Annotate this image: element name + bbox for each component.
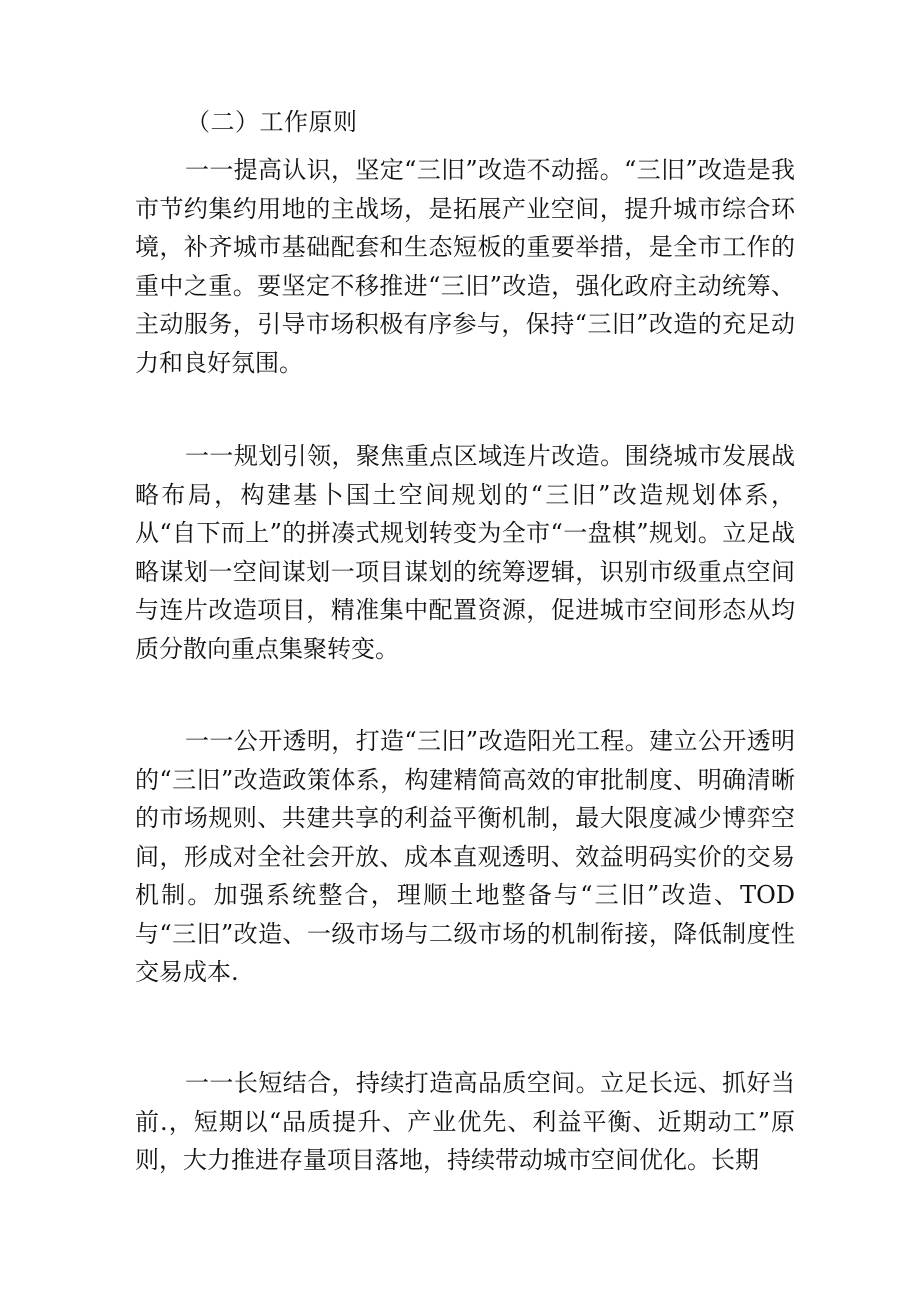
paragraph-long-short-term: 一一长短结合，持续打造高品质空间。立足长远、抓好当前.，短期以“品质提升、产业优先、利益平衡、近期动工”原则，大力推进存量项目落地，持续带动城市空间优化。长期	[135, 1069, 795, 1174]
paragraph-planning-guidance: 一一规划引领，聚焦重点区域连片改造。围绕城市发展战略布局，构建基卜国土空间规划的“三旧”改造规划体系，从“自下而上”的拼凑式规划转变为全市“一盘棋”规划。立足战略谋划一空间谋划一项目谋划的统筹逻辑，识别市级重点空间与连片改造项目，精准集中配置资源，促进城市空间形态从均质分散向重点集聚转变。	[135, 442, 795, 663]
paragraph-transparency: 一一公开透明，打造“三旧”改造阳光工程。建立公开透明的“三旧”改造政策体系，构建精简高效的审批制度、明确清晰的市场规则、共建共享的利益平衡机制，最大限度减少博弈空间，形成对全社会开放、成本直观透明、效益明码实价的交易机制。加强系统整合，理顺土地整备与“三旧”改造、TOD与“三旧”改造、一级市场与二级市场的机制衔接，降低制度性交易成本.	[135, 727, 795, 986]
paragraph-raise-awareness: 一一提高认识，坚定“三旧”改造不动摇。“三旧”改造是我市节约集约用地的主战场，是拓展产业空间，提升城市综合环境，补齐城市基础配套和生态短板的重要举措，是全市工作的重中之重。要坚定不移推进“三旧”改造，强化政府主动统筹、主动服务，引导市场积极有序参与，保持“三旧”改造的充足动力和良好氛围。	[135, 156, 795, 377]
section-heading: （二）工作原则	[186, 108, 358, 136]
